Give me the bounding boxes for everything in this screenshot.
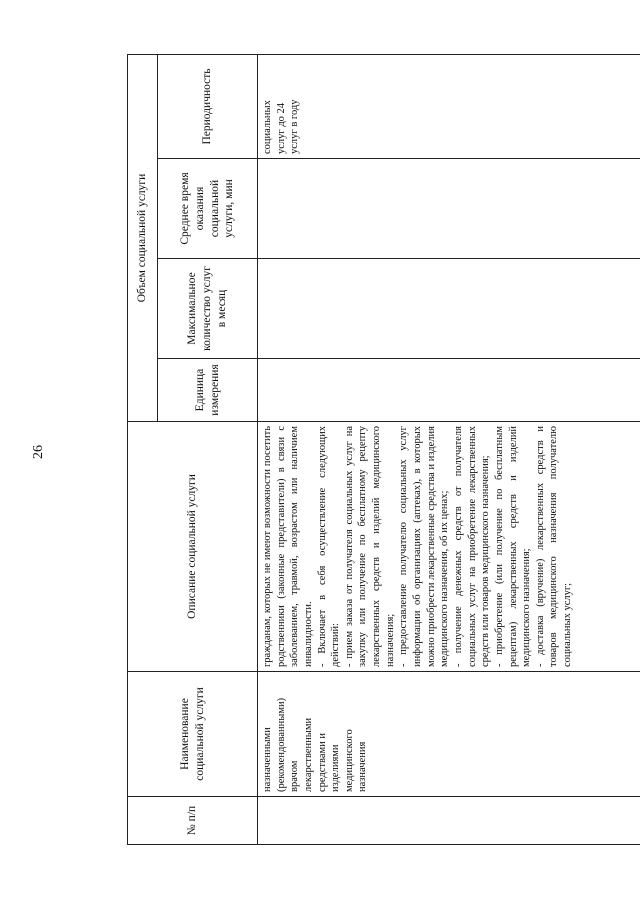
cell-unit bbox=[258, 359, 640, 422]
cell-service-description bbox=[258, 422, 640, 672]
table-container bbox=[127, 55, 640, 845]
name-line: назначенными bbox=[262, 727, 273, 792]
name-line: средствами и bbox=[316, 732, 328, 792]
header-avg-time: Среднее время оказания социальной услуги, мин bbox=[158, 159, 258, 259]
cell-avg-time bbox=[258, 159, 640, 259]
cell-service-name bbox=[258, 672, 640, 797]
cell-max-count bbox=[258, 259, 640, 359]
description-paragraph: - предоставление получателю социальных услуг информации об организациях (аптеках), в которых можно приобрести лекарственные средства и изделия медицинского назначения, об их ценах; bbox=[398, 426, 451, 667]
social-services-table bbox=[127, 54, 640, 845]
description-paragraph: - получение денежных средств от получателя социальных услуг на приобретение лекарственных средств или товаров медицинского назначения; bbox=[452, 426, 492, 667]
name-line: изделиями bbox=[330, 744, 342, 792]
description-paragraph: - доставка (вручение) лекарственных средств и товаров медицинского назначения получателю социальных услуг; bbox=[534, 426, 574, 667]
header-max-count: Максимальное количество услуг в месяц bbox=[158, 259, 258, 359]
name-line: медицинского bbox=[343, 729, 355, 792]
cell-periodicity bbox=[258, 54, 640, 158]
header-volume-group: Объем социальной услуги bbox=[128, 54, 158, 421]
name-line: (рекомендованными) bbox=[275, 697, 287, 792]
name-line: лекарственными bbox=[302, 717, 314, 792]
header-periodicity: Периодичность bbox=[158, 54, 258, 158]
cell-number bbox=[258, 797, 640, 845]
description-paragraph: гражданам, которых не имеют возможности посетить родственники (законные представители) в связи с заболеванием, травмой, возрастом или наличием инвалидности. bbox=[262, 426, 314, 667]
periodicity-line: услуг до 24 bbox=[275, 102, 287, 154]
name-line: врачом bbox=[289, 760, 301, 792]
header-service-description: Описание социальной услуги bbox=[128, 422, 258, 672]
header-number: № п/п bbox=[128, 797, 258, 845]
header-service-name: Наименование социальной услуги bbox=[128, 672, 258, 797]
periodicity-line: социальных bbox=[262, 100, 273, 154]
description-paragraph: - приобретение (или получение по бесплатным рецептам) лекарственных средств и изделий медицинского назначения; bbox=[493, 426, 533, 667]
table-row bbox=[258, 54, 640, 844]
periodicity-line: услуг в году bbox=[289, 99, 301, 154]
name-line: назначения bbox=[357, 741, 369, 792]
header-unit: Единица измерения bbox=[158, 359, 258, 422]
description-paragraph: - Включает в себя осуществление следующих действий: bbox=[316, 426, 342, 667]
page-number: 26 bbox=[31, 445, 46, 459]
description-paragraph: - прием заказа от получателя социальных услуг на закупку или получение по бесплатному рецепту лекарственных средств и изделий медицинского назначения; bbox=[343, 426, 396, 667]
